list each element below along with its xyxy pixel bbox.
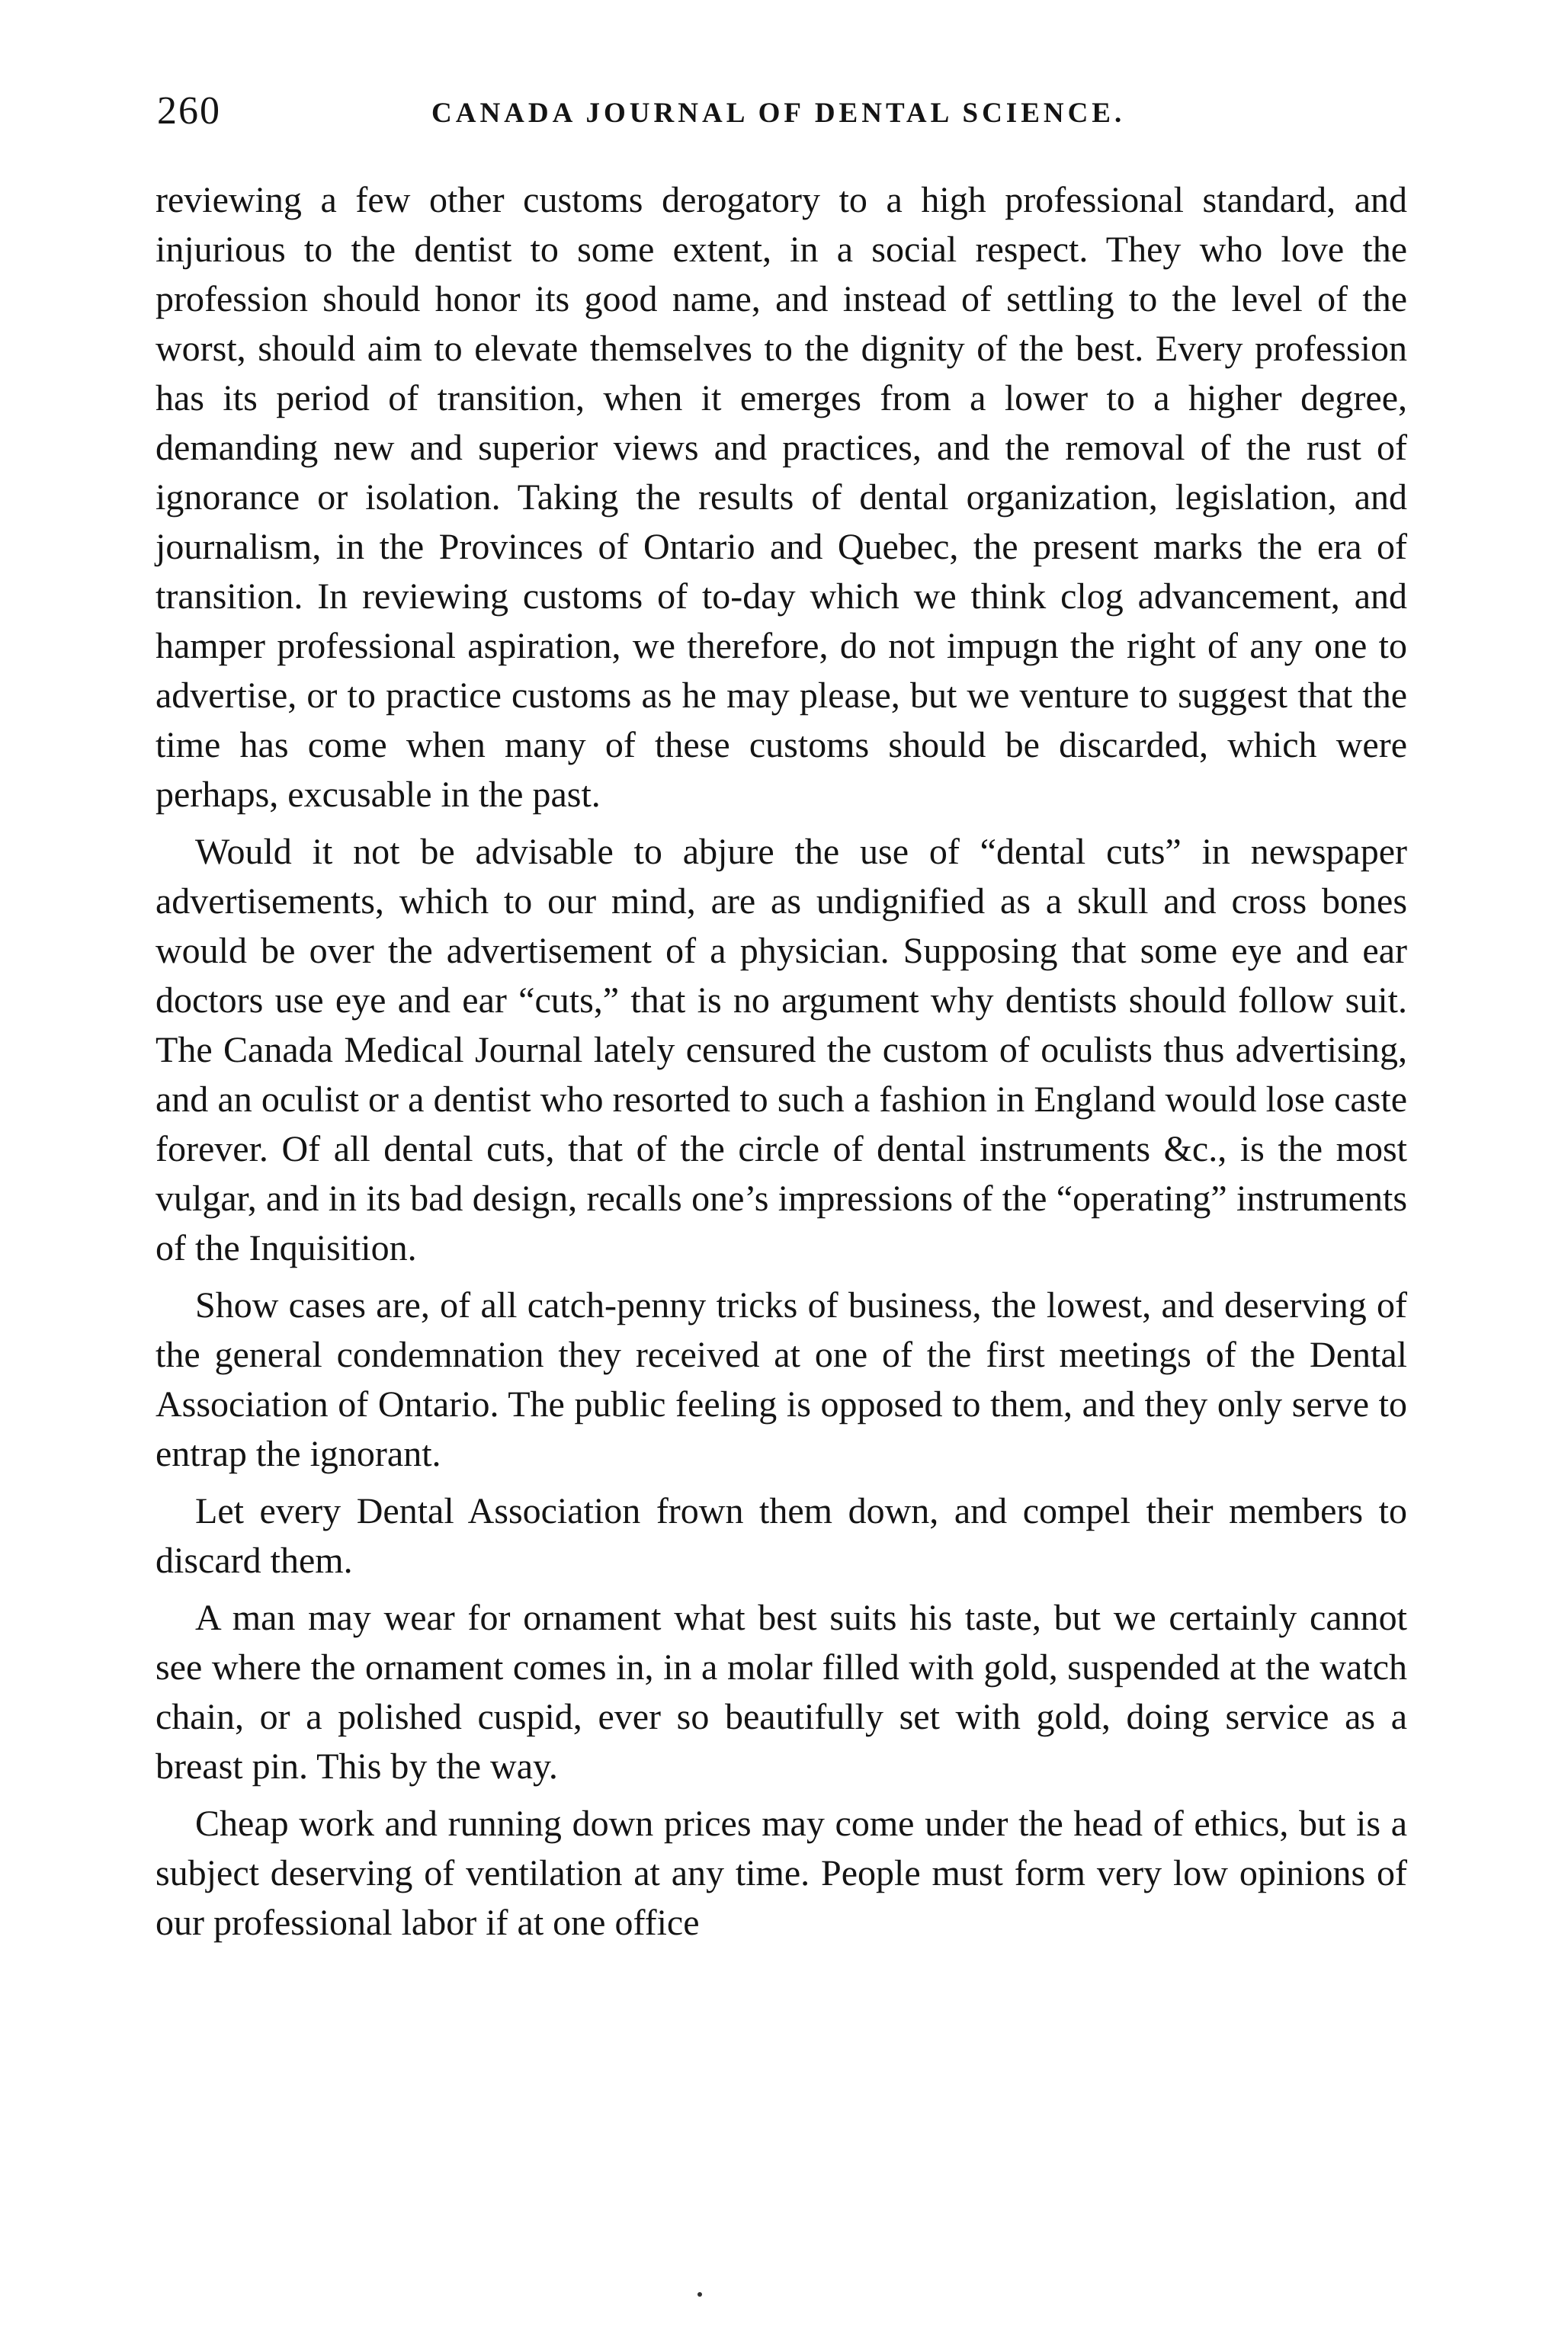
paragraph-cheap-work: Cheap work and running down prices may come under the head of ethics, but is a subject deserving of ventilation at any time. People must form very low opinions of our professional labor if at one office xyxy=(156,1804,1407,1943)
running-head: CANADA JOURNAL OF DENTAL SCIENCE. xyxy=(431,98,1126,129)
paragraph-ornament: A man may wear for ornament what best suits his taste, but we certainly cannot see where the ornament comes in, in a molar filled with gold, suspended at the watch chain, or a polished cuspid, ever so beautifully set with gold, doing service as a breast pin. This by the way. xyxy=(156,1598,1407,1787)
print-mark xyxy=(697,2292,702,2297)
page-header xyxy=(157,88,1407,142)
paragraph-dental-cuts: Would it not be advisable to abjure the use of “dental cuts” in newspaper advertisements, which to our mind, are as undignified as a skull and cross bones would be over the advertisement of a physician. Supposing that some eye and ear doctors use eye and ear “cuts,” that is no argument why dentists should follow suit. The Canada Medical Journal lately censured the custom of oculists thus advertising, and an oculist or a dentist who resorted to such a fashion in England would lose caste forever. Of all dental cuts, that of the circle of dental instruments &c., is the most vulgar, and in its bad design, recalls one’s impressions of the “operating” instruments of the Inquisition. xyxy=(156,832,1407,1268)
page-number: 260 xyxy=(157,89,221,133)
article-body xyxy=(156,175,1407,1948)
paragraph-show-cases: Show cases are, of all catch-penny tricks of business, the lowest, and deserving of the general condemnation they received at one of the first meetings of the Dental Association of Ontario. The public feeling is opposed to them, and they only serve to entrap the ignorant. xyxy=(156,1285,1407,1474)
paragraph-customs: reviewing a few other customs derogatory to a high professional standard, and injurious to the dentist to some extent, in a social respect. They who love the profession should honor its good name, and instead of settling to the level of the worst, should aim to elevate themselves to the dignity of the best. Every profession has its period of transition, when it emerges from a lower to a higher degree, demanding new and superior views and practices, and the removal of the rust of ignorance or isolation. Taking the results of dental organization, legislation, and journalism, in the Provinces of Ontario and Quebec, the present marks the era of transition. In reviewing customs of to-day which we think clog advancement, and hamper professional aspiration, we therefore, do not impugn the right of any one to advertise, or to practice customs as he may please, but we venture to suggest that the time has come when many of these customs should be discarded, which were perhaps, excusable in the past. xyxy=(156,180,1407,815)
paragraph-association: Let every Dental Association frown them down, and compel their members to discard them. xyxy=(156,1491,1407,1581)
